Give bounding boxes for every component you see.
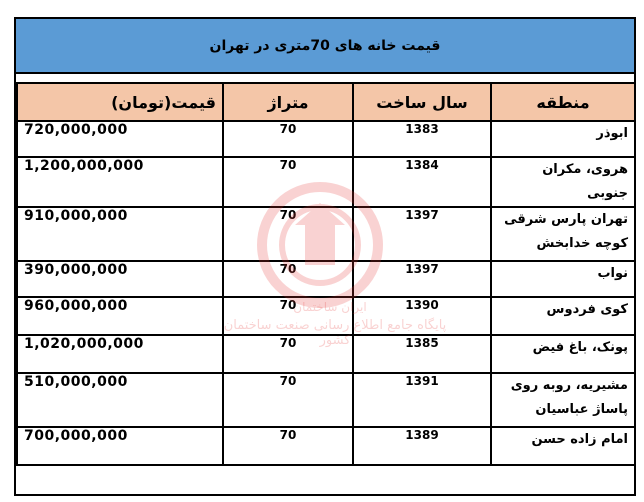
watermark-subtitle: پایگاه جامع اطلاع رسانی صنعت ساختمان کشور <box>223 318 447 348</box>
cell-area: تهران پارس شرقی کوچه خدابخش <box>491 207 635 261</box>
header-row <box>17 83 635 121</box>
header-area: منطقه <box>491 83 635 121</box>
cell-size: 70 <box>223 157 353 207</box>
cell-size: 70 <box>223 427 353 465</box>
table-row <box>17 373 635 427</box>
table-title: قیمت خانه های 70متری در تهران <box>16 19 634 74</box>
cell-area: مشیریه، روبه روی پاساژ عباسیان <box>491 373 635 427</box>
watermark-title: ایران ساختمان <box>293 300 367 314</box>
header-size: متراژ <box>223 83 353 121</box>
cell-year: 1389 <box>353 427 491 465</box>
cell-size: 70 <box>223 335 353 373</box>
cell-price: 960,000,000 <box>17 297 223 335</box>
cell-year: 1384 <box>353 157 491 207</box>
cell-year: 1385 <box>353 335 491 373</box>
cell-price: 1,020,000,000 <box>17 335 223 373</box>
cell-price: 910,000,000 <box>17 207 223 261</box>
cell-area: کوی فردوس <box>491 297 635 335</box>
cell-year: 1383 <box>353 121 491 157</box>
cell-price: 1,200,000,000 <box>17 157 223 207</box>
cell-area: نواب <box>491 261 635 297</box>
header-year: سال ساخت <box>353 83 491 121</box>
cell-year: 1397 <box>353 207 491 261</box>
house-price-table <box>16 82 636 466</box>
cell-price: 510,000,000 <box>17 373 223 427</box>
table-row <box>17 207 635 261</box>
cell-size: 70 <box>223 297 353 335</box>
price-table-sheet <box>14 17 636 496</box>
cell-area: امام زاده حسن <box>491 427 635 465</box>
cell-price: 720,000,000 <box>17 121 223 157</box>
cell-price: 390,000,000 <box>17 261 223 297</box>
cell-size: 70 <box>223 207 353 261</box>
cell-year: 1390 <box>353 297 491 335</box>
table-row <box>17 261 635 297</box>
table-row <box>17 121 635 157</box>
cell-size: 70 <box>223 261 353 297</box>
table-row <box>17 427 635 465</box>
cell-year: 1391 <box>353 373 491 427</box>
cell-year: 1397 <box>353 261 491 297</box>
header-price: قیمت(تومان) <box>17 83 223 121</box>
cell-size: 70 <box>223 121 353 157</box>
cell-area: ابوذر <box>491 121 635 157</box>
table-row <box>17 157 635 207</box>
cell-area: هروی، مکران جنوبی <box>491 157 635 207</box>
cell-price: 700,000,000 <box>17 427 223 465</box>
cell-size: 70 <box>223 373 353 427</box>
cell-area: پونک، باغ فیض <box>491 335 635 373</box>
